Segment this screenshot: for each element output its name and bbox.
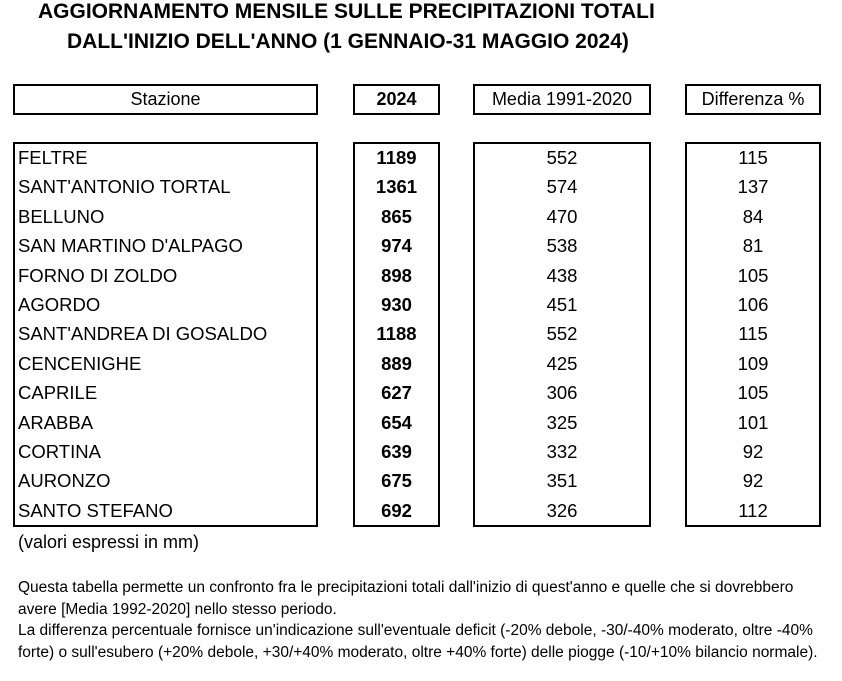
year-value-cell: 1188 — [376, 323, 417, 345]
explanation-paragraph-1: Questa tabella permette un confronto fra le precipitazioni totali dall'inizio di quest'anno e quelle che si dovrebbero avere [Media 1992-2020] nello stesso periodo. — [18, 579, 794, 618]
mean-value-cell: 332 — [546, 440, 578, 462]
station-cell: SANTO STEFANO — [18, 499, 173, 521]
header-mean: Media 1991-2020 — [473, 84, 651, 115]
mean-value-cell: 552 — [546, 147, 578, 168]
title-line-2: DALL'INIZIO DELL'ANNO (1 GENNAIO-31 MAGGIO 2024) — [67, 30, 629, 53]
header-station: Stazione — [13, 84, 318, 115]
year-value-cell: 639 — [381, 440, 412, 462]
station-cell: AURONZO — [18, 470, 111, 492]
difference-value-cell: 105 — [737, 264, 769, 286]
difference-value-cell: 109 — [737, 352, 769, 374]
year-column — [355, 143, 438, 525]
difference-column — [687, 143, 819, 525]
unit-note: (valori espressi in mm) — [18, 532, 200, 552]
difference-value-cell: 137 — [737, 176, 769, 198]
mean-value-cell: 326 — [546, 499, 578, 521]
mean-column — [475, 143, 649, 525]
station-cell: FELTRE — [18, 147, 88, 168]
year-value-cell: 930 — [381, 293, 412, 315]
mean-value-cell: 438 — [546, 264, 578, 286]
mean-value-cell: 351 — [546, 470, 578, 492]
station-cell: CORTINA — [18, 440, 101, 462]
station-cell: SANT'ANTONIO TORTAL — [18, 176, 231, 198]
year-value-cell: 865 — [381, 205, 412, 227]
difference-value-cell: 92 — [742, 470, 764, 492]
mean-value-cell: 425 — [546, 352, 578, 374]
difference-value-cell: 105 — [737, 382, 769, 404]
mean-value-cell: 538 — [546, 235, 578, 257]
station-cell: SANT'ANDREA DI GOSALDO — [18, 323, 268, 345]
mean-value-cell: 574 — [546, 176, 578, 198]
difference-value-cell: 84 — [742, 205, 764, 227]
station-cell: ARABBA — [18, 411, 94, 433]
mean-value-cell: 470 — [546, 205, 578, 227]
year-value-cell: 898 — [381, 264, 412, 286]
difference-value-cell: 101 — [737, 411, 769, 433]
difference-value-cell: 115 — [738, 323, 768, 345]
mean-value-cell: 306 — [546, 382, 578, 404]
difference-value-cell: 112 — [738, 499, 768, 521]
station-cell: FORNO DI ZOLDO — [18, 264, 178, 286]
station-cell: BELLUNO — [18, 205, 105, 227]
station-cell: SAN MARTINO D'ALPAGO — [18, 235, 243, 257]
mean-value-cell: 451 — [546, 293, 578, 315]
difference-value-cell: 115 — [738, 147, 768, 168]
station-cell: CAPRILE — [18, 382, 98, 404]
difference-value-cell: 106 — [737, 293, 769, 315]
station-column — [18, 143, 267, 525]
header-year: 2024 — [353, 84, 440, 115]
year-value-cell: 974 — [381, 235, 412, 257]
year-value-cell: 1189 — [376, 147, 417, 168]
mean-value-cell: 552 — [546, 323, 578, 345]
explanation-paragraph-2: La differenza percentuale fornisce un'indicazione sull'eventuale deficit (-20% debole, -30/-40% moderato, oltre -40% forte) o sull'esubero (+20% debole, +30/+40% moderato, oltre +40% forte) delle piogge (-10/+10% bilancio normale). — [18, 622, 818, 661]
year-value-cell: 1361 — [375, 176, 418, 198]
difference-value-cell: 92 — [742, 440, 764, 462]
year-value-cell: 627 — [381, 382, 412, 404]
header-difference: Differenza % — [685, 84, 821, 115]
year-value-cell: 692 — [381, 499, 412, 521]
year-value-cell: 675 — [381, 470, 412, 492]
difference-value-cell: 81 — [742, 235, 764, 257]
year-value-cell: 654 — [381, 411, 412, 433]
station-cell: CENCENIGHE — [18, 352, 142, 374]
year-value-cell: 889 — [381, 352, 412, 374]
mean-value-cell: 325 — [546, 411, 578, 433]
title-line-1: AGGIORNAMENTO MENSILE SULLE PRECIPITAZIONI TOTALI — [38, 0, 655, 23]
station-cell: AGORDO — [18, 293, 101, 315]
